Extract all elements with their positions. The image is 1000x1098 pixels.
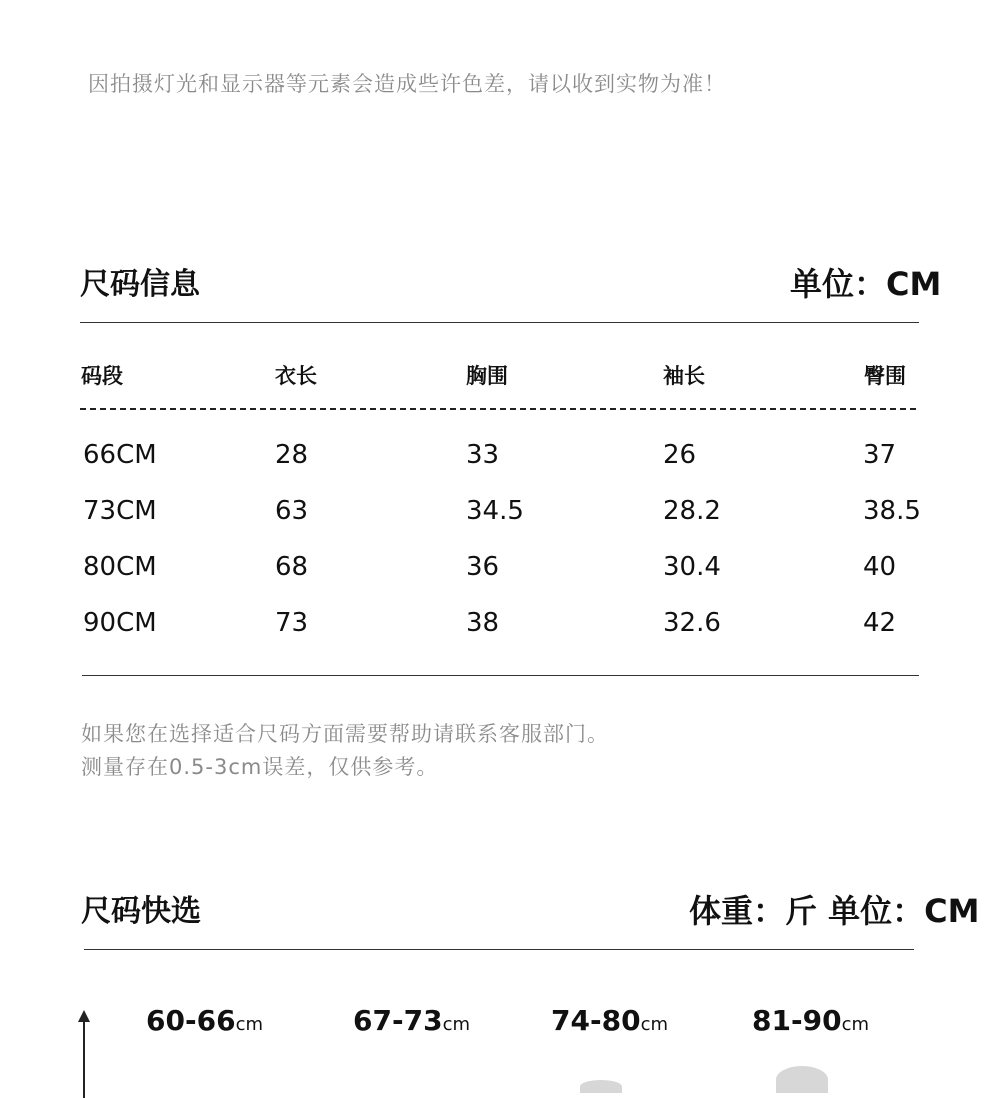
range-option-1[interactable] [146,1004,263,1037]
col-header-length: 衣长 [275,364,317,388]
size-quick-title: 尺码快选 [81,894,201,929]
cell-sleeve: 28.2 [663,496,721,526]
cell-size: 66CM [83,440,157,470]
cell-size: 90CM [83,608,157,638]
range-value: 67-73 [353,1004,443,1037]
cell-hip: 37 [863,440,897,470]
col-header-chest: 胸围 [466,364,508,388]
cell-sleeve: 26 [663,440,697,470]
range-unit: cm [841,1014,869,1035]
help-note [81,718,609,784]
col-header-sleeve: 袖长 [663,364,705,388]
col-header-size: 码段 [81,364,123,388]
size-info-top-divider [80,322,919,323]
range-option-4[interactable] [752,1004,869,1037]
cell-size: 80CM [83,552,157,582]
cell-hip: 38.5 [863,496,921,526]
garment-illustration-large [776,1066,828,1093]
size-info-unit: 单位：CM [790,265,942,303]
measurement-error-note: 测量存在0.5-3cm误差，仅供参考。 [81,755,439,779]
cell-chest: 38 [466,608,500,638]
cell-length: 63 [275,496,309,526]
range-option-2[interactable] [353,1004,470,1037]
cell-sleeve: 30.4 [663,552,721,582]
size-quick-divider [84,949,914,950]
cell-chest: 34.5 [466,496,524,526]
color-disclaimer-note: 因拍摄灯光和显示器等元素会造成些许色差，请以收到实物为准！ [88,72,726,96]
range-unit: cm [640,1014,668,1035]
garment-illustration-small [580,1080,622,1093]
cell-sleeve: 32.6 [663,608,721,638]
cell-chest: 36 [466,552,500,582]
cell-length: 28 [275,440,309,470]
cell-length: 73 [275,608,309,638]
header-dashed-divider [80,408,916,410]
range-value: 74-80 [551,1004,641,1037]
vertical-axis [83,1018,85,1098]
cell-length: 68 [275,552,309,582]
range-unit: cm [235,1014,263,1035]
cell-chest: 33 [466,440,500,470]
size-quick-unit: 体重：斤 单位：CM [689,892,980,930]
cell-hip: 40 [863,552,897,582]
col-header-hip: 臀围 [864,364,906,388]
range-unit: cm [442,1014,470,1035]
cell-hip: 42 [863,608,897,638]
size-info-title: 尺码信息 [80,267,200,302]
size-info-bottom-divider [82,675,919,676]
range-value: 81-90 [752,1004,842,1037]
cell-size: 73CM [83,496,157,526]
range-option-3[interactable] [551,1004,668,1037]
help-note-line: 如果您在选择适合尺码方面需要帮助请联系客服部门。 [81,722,609,746]
range-value: 60-66 [146,1004,236,1037]
